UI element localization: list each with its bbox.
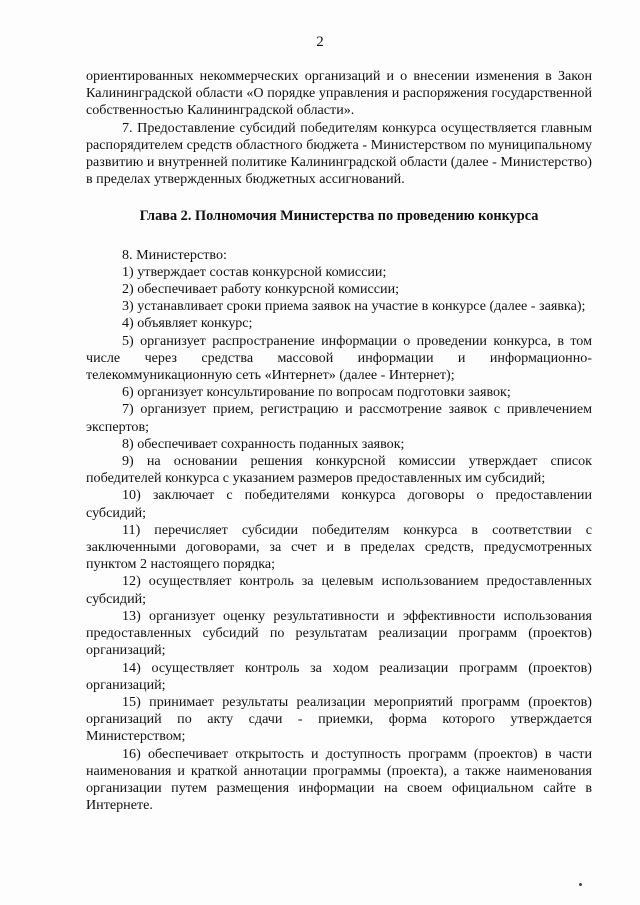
list-item: 3) устанавливает сроки приема заявок на участие в конкурсе (далее - заявка); xyxy=(122,298,586,315)
list-item: 13) организует оценку результативности и эффективности использования предоставленных субсидий по результатам реализации программ (проектов) организаций; xyxy=(86,607,592,659)
list-item: 10) заключает с победителями конкурса договоры о предоставлении субсидий; xyxy=(86,487,592,521)
item-8-intro: 8. Министерство: xyxy=(122,246,227,263)
list-item: 16) обеспечивает открытость и доступность программ (проектов) в части наименования и краткой аннотации программы (проекта), а также наименования организации путем размещения информации на своем официальном сайте в Интернете. xyxy=(86,745,592,814)
list-item: 1) утверждает состав конкурсной комиссии; xyxy=(122,263,387,280)
paragraph-continuation: ориентированных некоммерческих организаций и о внесении изменения в Закон Калининградской области «О порядке управления и распоряжения государственной собственностью Калининградской области». xyxy=(86,68,592,119)
list-item: 14) осуществляет контроль за ходом реализации программ (проектов) организаций; xyxy=(86,659,592,693)
page-number: 2 xyxy=(316,34,324,50)
list-item: 15) принимает результаты реализации мероприятий программ (проектов) организаций по акту сдачи - приемки, форма которого утверждается Министерством; xyxy=(86,693,592,745)
chapter-heading: Глава 2. Полномочия Министерства по проведению конкурса xyxy=(139,208,539,225)
list-item: 5) организует распространение информации о проведении конкурса, в том числе через средства массовой информации и информационно-телекоммуникационную сеть «Интернет» (далее - Интернет); xyxy=(86,332,592,384)
list-item: 7) организует прием, регистрацию и рассмотрение заявок с привлечением экспертов; xyxy=(86,401,592,435)
list-item: 6) организует консультирование по вопросам подготовки заявок; xyxy=(122,384,511,401)
document-body xyxy=(86,68,592,814)
list-item: 4) объявляет конкурс; xyxy=(122,315,253,332)
list-item: 12) осуществляет контроль за целевым использованием предоставленных субсидий; xyxy=(86,573,592,607)
paragraph-7: 7. Предоставление субсидий победителям конкурса осуществляется главным распорядителем средств областного бюджета - Министерством по муниципальному развитию и внутренней политике Калининградской области (далее - Министерство) в пределах утвержденных бюджетных ассигнований. xyxy=(86,119,592,188)
list-item: 2) обеспечивает работу конкурсной комиссии; xyxy=(122,281,400,298)
list-item: 8) обеспечивает сохранность поданных заявок; xyxy=(122,435,405,452)
scan-dot-mark xyxy=(579,883,582,886)
list-item: 11) перечисляет субсидии победителям конкурса в соответствии с заключенными договорами, за счет и в пределах средств, предусмотренных пунктом 2 настоящего порядка; xyxy=(86,521,592,573)
list-item: 9) на основании решения конкурсной комиссии утверждает список победителей конкурса с указанием размеров предоставленных им субсидий; xyxy=(86,453,592,487)
